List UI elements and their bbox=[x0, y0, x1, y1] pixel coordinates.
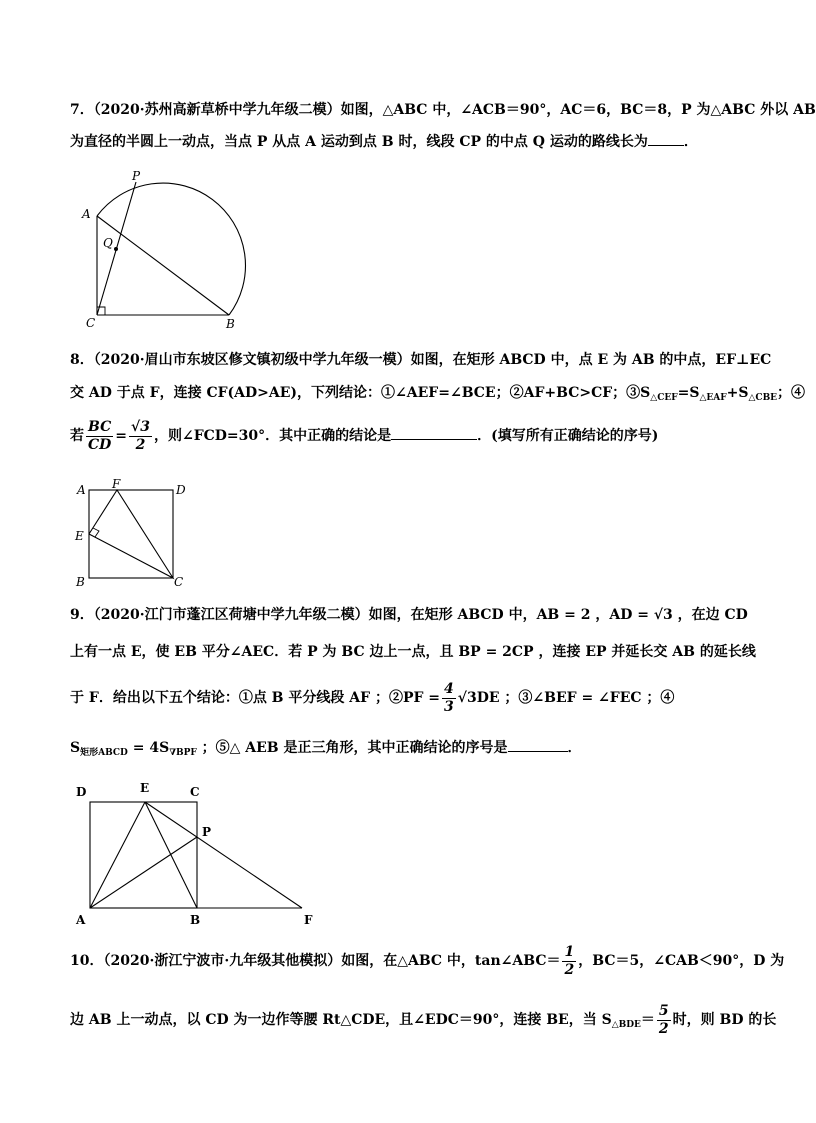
q10-frac2-num: 5 bbox=[658, 1002, 669, 1019]
q9-sub-rect: 矩形ABCD bbox=[80, 748, 128, 758]
q8-label-c: C bbox=[174, 575, 184, 589]
q9-answer-blank bbox=[508, 739, 568, 752]
q9-line-4-a: S bbox=[70, 740, 81, 756]
q7-label-c: C bbox=[86, 316, 96, 330]
q8-label-b: B bbox=[76, 575, 85, 589]
q8-label-a: A bbox=[77, 483, 86, 497]
q8-line-2 bbox=[70, 383, 805, 408]
q9-line-4-b: = 4S bbox=[127, 740, 170, 756]
q9-label-a: A bbox=[76, 913, 86, 927]
q9-rectangle bbox=[90, 802, 197, 908]
q8-sub-cbe: △CBE bbox=[748, 393, 778, 403]
q8-fraction-sqrt3-2 bbox=[129, 419, 152, 454]
q7-label-q: Q bbox=[103, 236, 113, 250]
q10-line-2 bbox=[70, 1000, 776, 1045]
q9-label-f: F bbox=[304, 913, 313, 927]
q8-line-3-b: ，则∠FCD=30°．其中正确的结论是 bbox=[153, 428, 392, 444]
q9-label-c: C bbox=[190, 785, 200, 799]
q8-right-angle-mark bbox=[93, 528, 99, 537]
q8-line-2-c: +S bbox=[726, 385, 749, 401]
q7-label-a: A bbox=[82, 207, 91, 221]
q9-frac-den: 3 bbox=[444, 698, 454, 715]
q10-frac2-den: 2 bbox=[658, 1020, 669, 1037]
q8-sub-cef: △CEF bbox=[650, 393, 678, 403]
q7-line-2-text: 为直径的半圆上一动点，当点 P 从点 A 运动到点 B 时，线段 CP 的中点 Q 运动的路线长为 bbox=[70, 134, 648, 150]
q8-figure bbox=[74, 478, 194, 590]
q10-line-2-b: ＝ bbox=[640, 1012, 655, 1028]
q10-sub-bde: △BDE bbox=[611, 1020, 641, 1030]
q10-line-2-a: 边 AB 上一动点，以 CD 为一边作等腰 Rt△CDE，且∠EDC＝90°，连接 BE，当 S bbox=[70, 1012, 612, 1028]
q9-segment-ef bbox=[145, 802, 302, 908]
q10-line-1-a: 10．（2020·浙江宁波市·九年级其他模拟）如图，在△ABC 中，tan∠ABC＝ bbox=[70, 953, 561, 969]
q8-rectangle bbox=[89, 490, 173, 578]
q10-line-1-b: ，BC＝5，∠CAB＜90°，D 为 bbox=[578, 953, 785, 969]
q9-label-b: B bbox=[190, 913, 201, 927]
q9-line-4-end: ． bbox=[567, 740, 582, 756]
q7-label-p: P bbox=[132, 169, 141, 183]
q9-line-3-a: 于 F．给出以下五个结论：①点 B 平分线段 AF ；②PF = bbox=[70, 690, 441, 706]
q7-semicircle-arc bbox=[97, 183, 245, 315]
q10-frac-den: 2 bbox=[564, 961, 575, 978]
q9-segment-ap bbox=[90, 837, 197, 908]
q10-fraction-5-2 bbox=[657, 1003, 671, 1038]
q7-line-1: 7．（2020·苏州高新草桥中学九年级二模）如图，△ABC 中，∠ACB＝90°，AC＝6，BC＝8，P 为△ABC 外以 AB bbox=[70, 102, 816, 118]
q8-frac1-num: BC bbox=[86, 419, 113, 437]
q9-line-1: 9．（2020·江门市蓬江区荷塘中学九年级二模）如图，在矩形 ABCD 中，AB = 2 ，AD = √3 ，在边 CD bbox=[70, 607, 748, 623]
q9-line-3 bbox=[70, 678, 674, 718]
q9-segment-ae bbox=[90, 802, 145, 908]
q8-frac2-den: 2 bbox=[135, 436, 146, 453]
q8-frac2-num: √3 bbox=[131, 418, 150, 435]
q9-frac-num: 4 bbox=[444, 680, 454, 697]
q8-fraction-bc-cd bbox=[86, 419, 113, 454]
q7-point-q bbox=[114, 247, 118, 251]
q7-answer-blank bbox=[648, 133, 684, 146]
q9-label-p: P bbox=[202, 825, 212, 839]
q8-sub-eaf: △EAF bbox=[699, 393, 727, 403]
q9-figure bbox=[72, 778, 332, 928]
q8-line-2-d: ；④ bbox=[777, 385, 806, 401]
q8-triangle-efc bbox=[89, 490, 173, 578]
q9-line-4-c: ；⑤△ AEB 是正三角形，其中正确结论的序号是 bbox=[196, 740, 508, 756]
q8-line-2-b: =S bbox=[677, 385, 700, 401]
q8-label-d: D bbox=[176, 483, 186, 497]
q8-line-2-a: 交 AD 于点 F，连接 CF(AD>AE)，下列结论：①∠AEF=∠BCE；②AF+BC>CF；③S bbox=[70, 385, 651, 401]
q9-fraction-4-3 bbox=[442, 681, 456, 716]
q8-line-3: 若 $\frac{BC}{CD}$ = $\frac{√3}{2}$ ，则∠FCD=30°．其中正确的结论是 ．(填写所有正确结论的序号) bbox=[70, 418, 659, 453]
q7-line-2-end: ． bbox=[683, 134, 698, 150]
q8-label-f: F bbox=[112, 477, 121, 491]
q9-label-d: D bbox=[76, 785, 87, 799]
q9-line-3-b: √3DE ；③∠BEF = ∠FEC ；④ bbox=[457, 690, 675, 706]
q8-line-3-a: 若 bbox=[70, 428, 84, 444]
q9-line-4 bbox=[70, 738, 582, 763]
q7-figure bbox=[80, 170, 270, 330]
q8-label-e: E bbox=[75, 529, 84, 543]
q8-frac1-den: CD bbox=[88, 436, 112, 453]
q8-line-3-c: ．(填写所有正确结论的序号) bbox=[477, 428, 659, 444]
q7-label-b: B bbox=[226, 317, 235, 331]
q7-side-ab bbox=[97, 216, 229, 315]
q10-line-2-c: 时，则 BD 的长 bbox=[672, 1012, 777, 1028]
q7-line-2 bbox=[70, 132, 698, 152]
q9-label-e: E bbox=[140, 781, 150, 795]
q9-line-2: 上有一点 E，使 EB 平分∠AEC．若 P 为 BC 边上一点，且 BP = 2CP ，连接 EP 并延长交 AB 的延长线 bbox=[70, 644, 756, 660]
q10-line-1 bbox=[70, 941, 784, 981]
q9-segment-eb bbox=[145, 802, 197, 908]
q10-fraction-1-2 bbox=[562, 944, 576, 979]
q9-sub-bpf: ∇BPF bbox=[169, 748, 197, 758]
q8-line-1: 8．（2020·眉山市东坡区修文镇初级中学九年级一模）如图，在矩形 ABCD 中，点 E 为 AB 的中点，EF⊥EC bbox=[70, 352, 772, 368]
q10-frac-num: 1 bbox=[564, 943, 575, 960]
q8-answer-blank bbox=[391, 427, 477, 440]
